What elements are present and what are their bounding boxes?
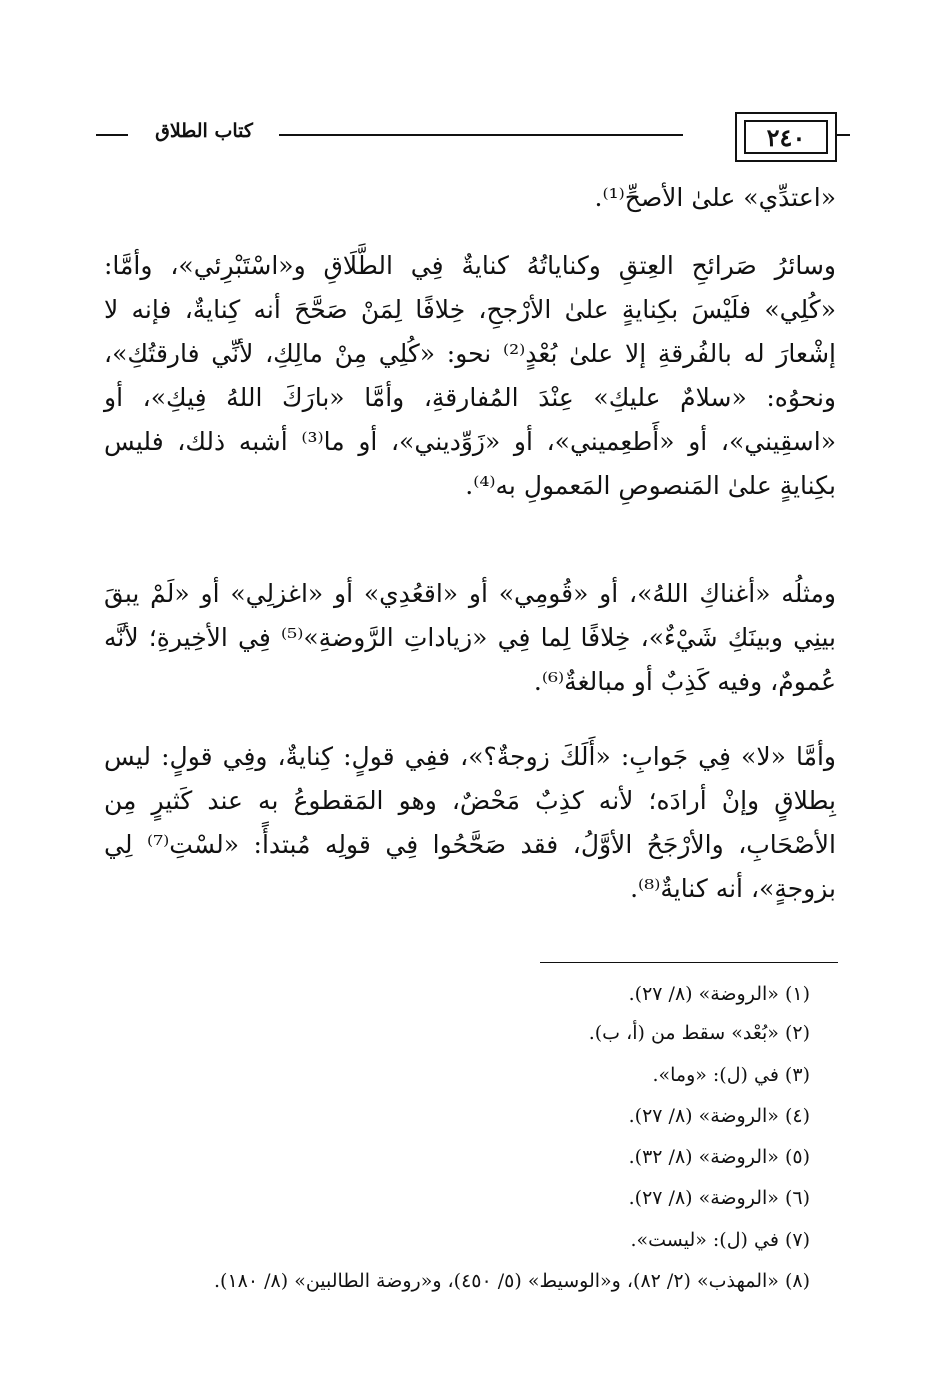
paragraph: وأمَّا «لا» فِي جَوابِ: «أَلَكَ زوجةٌ؟»، ففِي قولٍ: كِنايةٌ، وفِي قولٍ: ليس بِطلاقٍ وإنْ أرادَه؛ لأنه كذِبٌ مَحْضٌ، وهو المَقطوعُ به عند كَثيرٍ مِن الأصْحَابِ، والأرْجَحُ الأوَّلُ، فقد صَحَّحُوا فِي قولِه مُبتدأً: «لسْتِ⁽⁷⁾ لِي بزوجةٍ»، أنه كنايةٌ⁽⁸⁾. <box>104 742 836 903</box>
footnote-separator <box>540 962 838 963</box>
footnote: (٨) «المهذب» (٢/ ٨٢)، و«الوسيط» (٥/ ٤٥٠)، و«روضة الطالبين» (٨/ ١٨٠). <box>214 1270 810 1292</box>
footnote: (٢) «بُعْد» سقط من (أ، ب). <box>588 1022 810 1044</box>
page-header <box>96 112 850 166</box>
footnote: (٥) «الروضة» (٨/ ٣٢). <box>628 1146 810 1168</box>
page-number: ٢٤٠ <box>744 120 828 154</box>
header-rule <box>836 134 850 136</box>
page-number-frame <box>735 112 837 162</box>
footnote: (٣) في (ل): «وما». <box>652 1064 810 1086</box>
paragraph: «اعتدِّي» علىٰ الأصحِّ⁽¹⁾. <box>594 183 836 212</box>
running-title: كتاب الطلاق <box>155 120 253 142</box>
footnote: (٧) في (ل): «ليست». <box>630 1229 810 1251</box>
header-rule <box>279 134 683 136</box>
footnote: (٤) «الروضة» (٨/ ٢٧). <box>628 1105 810 1127</box>
footnote: (١) «الروضة» (٨/ ٢٧). <box>628 983 810 1005</box>
footnote: (٦) «الروضة» (٨/ ٢٧). <box>628 1187 810 1209</box>
paragraph: ومثلُه «أغناكِ اللهُ»، أو «قُومِي» أو «اقعُدِي» أو «اغزلِي» أو «لَمْ يبقَ بينِي وبينَكِ شَيْءٌ»، خِلافًا لِما فِي «زياداتِ الرَّوضةِ»⁽⁵⁾ فِي الأخِيرةِ؛ لأنَّه عُمومٌ، وفيه كَذِبٌ أو مبالغةٌ⁽⁶⁾. <box>104 579 836 696</box>
paragraph: وسائرُ صَرائحِ العِتقِ وكناياتُهُ كنايةٌ فِي الطَّلَاقِ و«اسْتَبْرِئي»، وأمَّا: «كُلِي» فلَيْسَ بكِنايةٍ علىٰ الأرْجحِ، خِلافًا لِمَنْ صَحَّحَ أنه كِنايةٌ، فإنه لا إشْعارَ له بالفُرقةِ إلا علىٰ بُعْدٍ⁽²⁾ نحو: «كُلِي مِنْ مالِكِ، لأنِّي فارقتُكِ»، ونحوُه: «سلامٌ عليكِ» عِنْدَ المُفارقةِ، وأمَّا «بارَكَ اللهُ فِيكِ»، أو «اسقِيني»، أو «أَطعِميني»، أو «زَوِّديني»، أو ما⁽³⁾ أشبه ذلك، فليس بكِنايةٍ علىٰ المَنصوصِ المَعمولِ به⁽⁴⁾. <box>104 251 837 500</box>
header-rule <box>96 134 128 136</box>
